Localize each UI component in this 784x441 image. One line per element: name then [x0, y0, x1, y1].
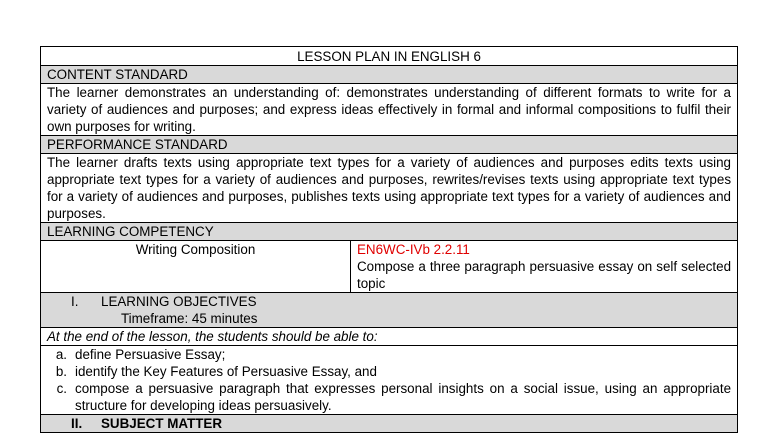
objectives-numeral: I. [71, 294, 79, 309]
objective-text: identify the Key Features of Persuasive Essay, and [75, 364, 377, 379]
competency-domain: Writing Composition [41, 241, 351, 293]
learning-competency-heading: LEARNING COMPETENCY [41, 223, 738, 241]
content-standard-row [41, 84, 738, 136]
document-title: LESSON PLAN IN ENGLISH 6 [41, 47, 738, 66]
objective-text: define Persuasive Essay; [75, 347, 226, 362]
learning-competency-row [41, 241, 738, 293]
lesson-plan-document [40, 46, 737, 433]
objectives-intro: At the end of the lesson, the students should be able to: [41, 328, 738, 346]
objectives-list-row [41, 346, 738, 415]
objectives-header-row [41, 293, 738, 328]
competency-code: EN6WC-IVb 2.2.11 [357, 242, 470, 257]
objective-marker: b. [55, 364, 67, 379]
objective-text: compose a persuasive paragraph that expresses personal insights on a social issue, using an appropriate structure for developing ideas persuasively. [75, 381, 732, 413]
performance-standard-heading: PERFORMANCE STANDARD [41, 136, 738, 154]
title-row [41, 47, 738, 66]
subject-matter-header-row [41, 415, 738, 433]
objectives-timeframe: Timeframe: 45 minutes [121, 311, 258, 326]
competency-detail-cell [351, 241, 738, 293]
subject-matter-numeral: II. [71, 416, 83, 431]
objectives-header-cell [41, 293, 738, 328]
objective-marker: a. [55, 347, 67, 362]
objectives-heading-line [47, 293, 731, 310]
content-standard-header-row [41, 66, 738, 84]
objective-item [47, 346, 731, 363]
content-standard-heading: CONTENT STANDARD [41, 66, 738, 84]
content-standard-text: The learner demonstrates an understanding of: demonstrates understanding of different formats to write for a variety of audiences and purposes; and express ideas effectively in formal and informal compositions to fulfil their own purposes for writing. [41, 84, 738, 136]
learning-competency-header-row [41, 223, 738, 241]
objective-marker: c. [56, 381, 67, 396]
subject-matter-heading: SUBJECT MATTER [101, 416, 223, 431]
objectives-heading: LEARNING OBJECTIVES [101, 294, 257, 309]
competency-description: Compose a three paragraph persuasive essay on self selected topic [357, 259, 732, 291]
objectives-list-cell [41, 346, 738, 415]
lesson-plan-table [40, 46, 738, 433]
performance-standard-row [41, 154, 738, 223]
objectives-intro-row [41, 328, 738, 346]
objective-item [47, 380, 731, 414]
performance-standard-text: The learner drafts texts using appropriate text types for a variety of audiences and purposes edits texts using appropriate text types for a variety of audiences and purposes, rewrites/revises texts using appropriate text types for a variety of audiences and purposes, publishes texts using appropriate text types for a variety of audiences and purposes. [41, 154, 738, 223]
objective-item [47, 363, 731, 380]
objectives-list [47, 346, 731, 414]
performance-standard-header-row [41, 136, 738, 154]
subject-matter-header-cell [41, 415, 738, 433]
